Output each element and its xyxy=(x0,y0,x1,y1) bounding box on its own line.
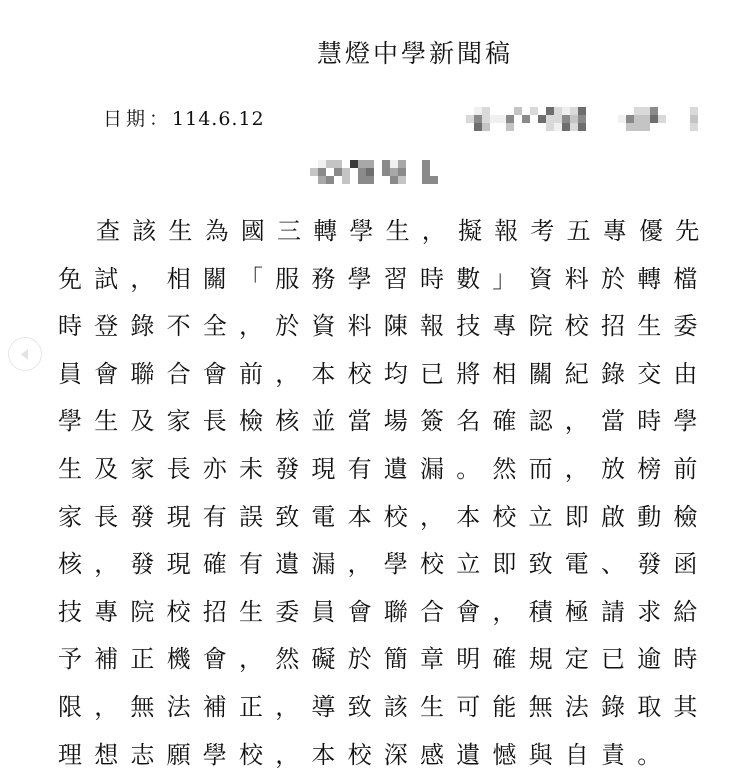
redaction-pixel xyxy=(562,123,570,131)
redaction-pixel xyxy=(618,107,626,115)
redaction-pixel xyxy=(342,160,350,168)
redaction-pixel xyxy=(482,107,490,115)
redaction-pixel xyxy=(514,123,522,131)
redaction-pixel xyxy=(358,152,366,160)
redaction-pixel xyxy=(586,107,594,115)
redaction-pixel xyxy=(342,176,350,184)
redaction-pixel xyxy=(538,115,546,123)
redaction-pixel xyxy=(318,176,326,184)
redaction-pixel xyxy=(602,115,610,123)
redaction-pixel xyxy=(666,107,674,115)
redaction-pixel xyxy=(546,107,554,115)
redaction-pixel xyxy=(438,160,446,168)
redaction-pixel xyxy=(482,123,490,131)
redaction-pixel xyxy=(374,176,382,184)
redaction-pixel xyxy=(318,160,326,168)
redaction-pixel xyxy=(658,107,666,115)
redaction-pixel xyxy=(422,176,430,184)
redaction-pixel xyxy=(414,160,422,168)
redaction-pixel xyxy=(318,168,326,176)
redaction-pixel xyxy=(634,123,642,131)
redaction-pixel xyxy=(578,123,586,131)
redaction-pixel xyxy=(498,123,506,131)
body-paragraph: 查該生為國三轉學生，擬報考五專優先免試，相關「服務學習時數」資料於轉檔時登錄不全，於資料陳報技專院校招生委員會聯合會前，本校均已將相關紀錄交由學生及家長檢核並當場簽名確認，當時學生及家長亦未發現有遺漏。然而，放榜前家長發現有誤致電本校，本校立即啟動檢核，發現確有遺漏，學校立即致電、發函技專院校招生委員會聯合會，積極請求給予補正機會，然礙於簡章明確規定已逾時限，無法補正，導致該生可能無法錄取其理想志願學校，本校深感遺憾與自責。 xyxy=(58,217,712,769)
redaction-pixel xyxy=(666,115,674,123)
redaction-pixel xyxy=(626,123,634,131)
redaction-pixel xyxy=(350,168,358,176)
redaction-pixel xyxy=(586,115,594,123)
redaction-pixel xyxy=(326,160,334,168)
redaction-pixel xyxy=(342,152,350,160)
redaction-pixel xyxy=(514,107,522,115)
redaction-pixel xyxy=(682,123,690,131)
redaction-pixel xyxy=(690,107,698,115)
redaction-pixel xyxy=(358,176,366,184)
redaction-pixel xyxy=(430,176,438,184)
date-label: 日期： xyxy=(103,108,173,130)
redaction-pixel xyxy=(334,152,342,160)
redaction-pixel xyxy=(522,123,530,131)
redaction-pixel xyxy=(530,115,538,123)
redaction-pixel xyxy=(438,152,446,160)
redaction-pixel xyxy=(562,115,570,123)
redaction-pixel xyxy=(310,168,318,176)
redaction-pixel xyxy=(522,115,530,123)
redaction-pixel xyxy=(438,168,446,176)
redaction-pixel xyxy=(610,107,618,115)
redaction-pixel xyxy=(554,115,562,123)
redaction-pixel xyxy=(310,176,318,184)
redaction-pixel xyxy=(382,160,390,168)
redaction-pixel xyxy=(658,115,666,123)
redaction-pixel xyxy=(554,107,562,115)
redaction-pixel xyxy=(626,115,634,123)
redaction-pixel xyxy=(570,115,578,123)
redaction-pixel xyxy=(430,160,438,168)
redaction-pixel xyxy=(618,115,626,123)
redaction-pixel xyxy=(390,152,398,160)
redaction-pixel xyxy=(326,176,334,184)
redaction-pixel xyxy=(610,123,618,131)
redaction-pixel xyxy=(422,160,430,168)
redaction-pixel xyxy=(570,107,578,115)
document-title: 慧燈中學新聞稿 xyxy=(316,39,513,68)
redaction-pixel xyxy=(466,115,474,123)
redaction-pixel xyxy=(538,123,546,131)
redaction-pixel xyxy=(382,152,390,160)
date-value: 114.6.12 xyxy=(172,108,265,130)
redaction-pixel xyxy=(382,168,390,176)
redaction-pixel xyxy=(350,160,358,168)
redaction-pixel xyxy=(358,160,366,168)
redaction-pixel xyxy=(474,123,482,131)
redaction-pixel xyxy=(490,123,498,131)
redacted-contact-info-bottom xyxy=(310,152,446,184)
redaction-pixel xyxy=(398,152,406,160)
redaction-pixel xyxy=(390,160,398,168)
redaction-pixel xyxy=(554,123,562,131)
redaction-pixel xyxy=(438,176,446,184)
redaction-pixel xyxy=(690,115,698,123)
redaction-pixel xyxy=(350,152,358,160)
redaction-pixel xyxy=(538,107,546,115)
redaction-pixel xyxy=(406,168,414,176)
redaction-pixel xyxy=(318,152,326,160)
redaction-pixel xyxy=(578,115,586,123)
redaction-pixel xyxy=(650,115,658,123)
redaction-pixel xyxy=(414,168,422,176)
redaction-pixel xyxy=(398,168,406,176)
redaction-pixel xyxy=(634,115,642,123)
redaction-pixel xyxy=(390,168,398,176)
redaction-pixel xyxy=(374,168,382,176)
redaction-pixel xyxy=(674,107,682,115)
redaction-pixel xyxy=(482,115,490,123)
redaction-pixel xyxy=(642,115,650,123)
redaction-pixel xyxy=(430,168,438,176)
redaction-pixel xyxy=(530,123,538,131)
redaction-pixel xyxy=(690,123,698,131)
redaction-pixel xyxy=(398,176,406,184)
redaction-pixel xyxy=(430,152,438,160)
redaction-pixel xyxy=(642,123,650,131)
previous-page-button[interactable] xyxy=(8,337,42,371)
redacted-contact-info-top xyxy=(466,107,706,131)
redaction-pixel xyxy=(466,107,474,115)
redaction-pixel xyxy=(674,123,682,131)
redaction-pixel xyxy=(422,168,430,176)
redaction-pixel xyxy=(634,107,642,115)
redaction-pixel xyxy=(366,152,374,160)
redaction-pixel xyxy=(342,168,350,176)
redaction-pixel xyxy=(666,123,674,131)
redaction-pixel xyxy=(586,123,594,131)
redaction-pixel xyxy=(374,152,382,160)
redaction-pixel xyxy=(406,160,414,168)
redaction-pixel xyxy=(366,160,374,168)
redaction-pixel xyxy=(594,107,602,115)
redaction-pixel xyxy=(390,176,398,184)
redaction-pixel xyxy=(490,107,498,115)
redaction-pixel xyxy=(506,107,514,115)
redaction-pixel xyxy=(350,176,358,184)
redaction-pixel xyxy=(698,123,706,131)
redaction-pixel xyxy=(334,160,342,168)
redaction-pixel xyxy=(382,176,390,184)
redaction-pixel xyxy=(334,176,342,184)
redaction-pixel xyxy=(698,115,706,123)
redaction-pixel xyxy=(366,168,374,176)
redaction-pixel xyxy=(682,115,690,123)
press-release-body xyxy=(58,208,728,779)
redaction-pixel xyxy=(514,115,522,123)
redaction-pixel xyxy=(326,152,334,160)
redaction-pixel xyxy=(358,168,366,176)
redaction-pixel xyxy=(474,107,482,115)
redaction-pixel xyxy=(406,176,414,184)
date-line xyxy=(103,106,265,132)
redaction-pixel xyxy=(422,152,430,160)
redaction-pixel xyxy=(658,123,666,131)
redaction-pixel xyxy=(698,107,706,115)
redaction-pixel xyxy=(310,152,318,160)
redaction-pixel xyxy=(594,115,602,123)
redaction-pixel xyxy=(650,123,658,131)
redaction-pixel xyxy=(562,107,570,115)
redaction-pixel xyxy=(602,123,610,131)
redaction-pixel xyxy=(506,115,514,123)
redaction-pixel xyxy=(498,107,506,115)
redaction-pixel xyxy=(414,152,422,160)
redaction-pixel xyxy=(650,107,658,115)
redaction-pixel xyxy=(674,115,682,123)
redaction-pixel xyxy=(578,107,586,115)
redaction-pixel xyxy=(602,107,610,115)
chevron-left-icon xyxy=(9,338,43,372)
redaction-pixel xyxy=(546,123,554,131)
redaction-pixel xyxy=(594,123,602,131)
redaction-pixel xyxy=(474,115,482,123)
redaction-pixel xyxy=(414,176,422,184)
redaction-pixel xyxy=(522,107,530,115)
redaction-pixel xyxy=(490,115,498,123)
redaction-pixel xyxy=(326,168,334,176)
redaction-pixel xyxy=(506,123,514,131)
redaction-pixel xyxy=(610,115,618,123)
redaction-pixel xyxy=(618,123,626,131)
redaction-pixel xyxy=(530,107,538,115)
redaction-pixel xyxy=(682,107,690,115)
redaction-pixel xyxy=(642,107,650,115)
redaction-pixel xyxy=(406,152,414,160)
redaction-pixel xyxy=(466,123,474,131)
redaction-pixel xyxy=(570,123,578,131)
redaction-pixel xyxy=(334,168,342,176)
redaction-pixel xyxy=(498,115,506,123)
redaction-pixel xyxy=(626,107,634,115)
redaction-pixel xyxy=(374,160,382,168)
redaction-pixel xyxy=(310,160,318,168)
redaction-pixel xyxy=(398,160,406,168)
redaction-pixel xyxy=(546,115,554,123)
redaction-pixel xyxy=(366,176,374,184)
